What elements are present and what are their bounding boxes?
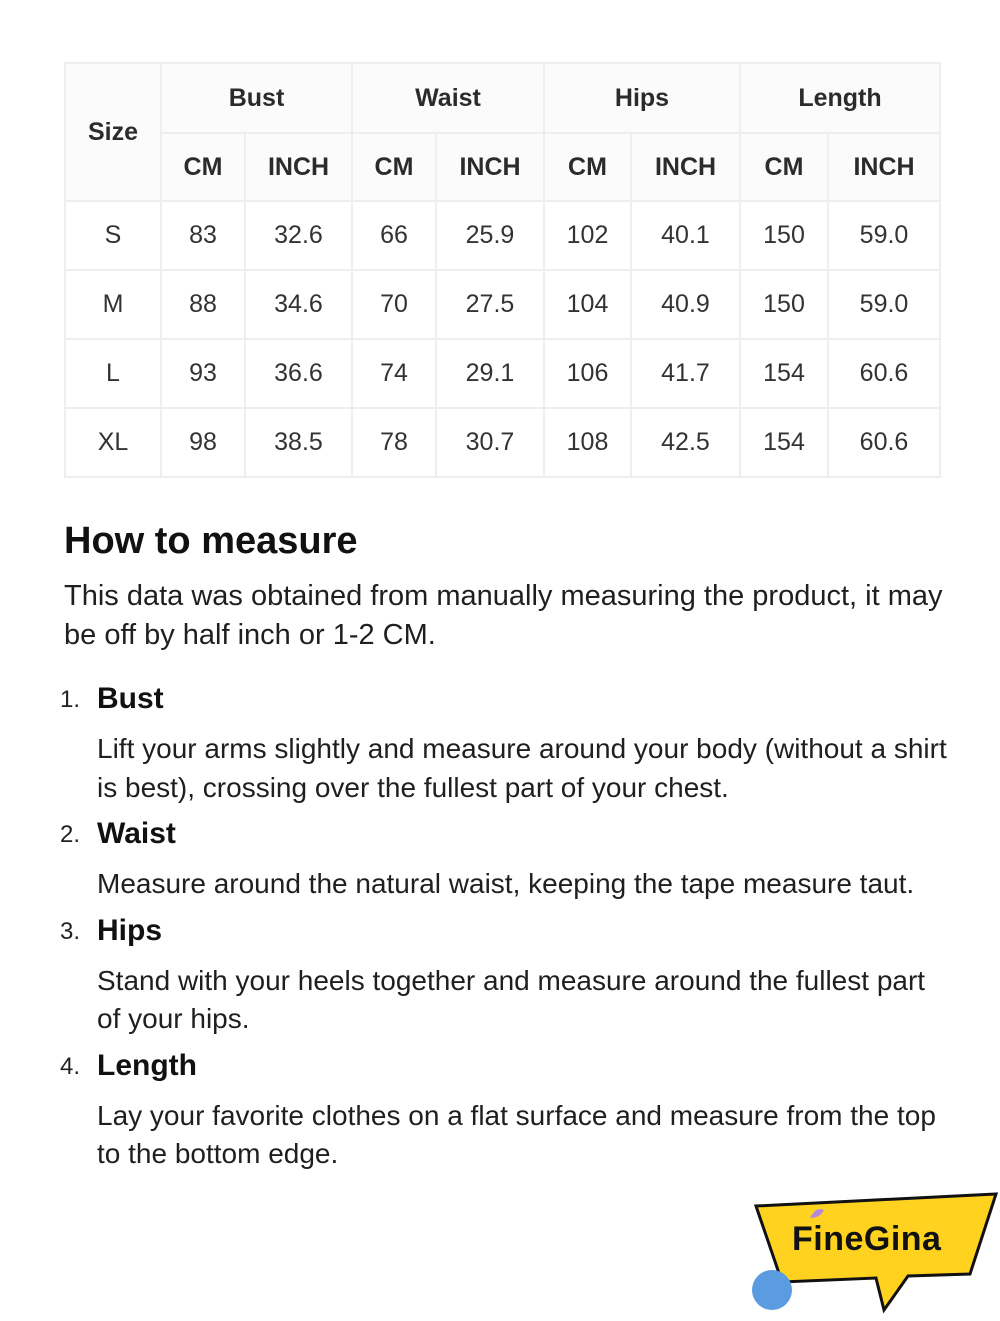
table-row xyxy=(65,201,940,270)
unit-cm-header: CM xyxy=(544,133,631,201)
unit-cm-header: CM xyxy=(352,133,436,201)
measurement-cell: 27.5 xyxy=(436,270,544,339)
measurement-cell: 102 xyxy=(544,201,631,270)
measurement-cell: 59.0 xyxy=(828,270,940,339)
measurement-cell: 154 xyxy=(740,408,828,477)
measurement-cell: 38.5 xyxy=(245,408,352,477)
table-row xyxy=(65,339,940,408)
size-cell: L xyxy=(65,339,161,408)
measurement-cell: 106 xyxy=(544,339,631,408)
waist-header: Waist xyxy=(352,63,544,133)
step-name: Bust xyxy=(97,682,164,715)
unit-inch-header: INCH xyxy=(245,133,352,201)
measurement-cell: 60.6 xyxy=(828,408,940,477)
measurement-cell: 154 xyxy=(740,339,828,408)
table-row xyxy=(65,270,940,339)
measurement-cell: 108 xyxy=(544,408,631,477)
measurement-cell: 36.6 xyxy=(245,339,352,408)
measurement-cell: 30.7 xyxy=(436,408,544,477)
measurement-cell: 60.6 xyxy=(828,339,940,408)
measure-intro: This data was obtained from manually measuring the product, it may be off by half inch or 1-2 CM. xyxy=(64,580,943,651)
unit-inch-header: INCH xyxy=(828,133,940,201)
measurement-cell: 70 xyxy=(352,270,436,339)
measurement-cell: 29.1 xyxy=(436,339,544,408)
unit-cm-header: CM xyxy=(161,133,245,201)
measurement-cell: 150 xyxy=(740,201,828,270)
step-name: Length xyxy=(97,1048,197,1082)
measurement-cell: 74 xyxy=(352,339,436,408)
measurement-cell: 104 xyxy=(544,270,631,339)
measurement-cell: 98 xyxy=(161,408,245,477)
step-bust xyxy=(60,680,950,807)
unit-inch-header: INCH xyxy=(436,133,544,201)
step-name: Hips xyxy=(97,913,163,947)
measurement-cell: 34.6 xyxy=(245,270,352,339)
table-body xyxy=(65,201,940,477)
measurement-cell: 32.6 xyxy=(245,201,352,270)
measurement-cell: 59.0 xyxy=(828,201,940,270)
measurement-cell: 88 xyxy=(161,270,245,339)
measurement-cell: 41.7 xyxy=(631,339,740,408)
step-length xyxy=(60,1047,950,1174)
step-number: 3. xyxy=(60,917,81,945)
measurement-cell: 150 xyxy=(740,270,828,339)
table-row xyxy=(65,408,940,477)
unit-cm-header: CM xyxy=(740,133,828,201)
step-description: Stand with your heels together and measure around the fullest part of your hips. xyxy=(97,964,926,1034)
measurement-cell: 93 xyxy=(161,339,245,408)
size-chart-table xyxy=(64,62,941,478)
measurement-cell: 40.9 xyxy=(631,270,740,339)
measure-steps xyxy=(60,680,950,1182)
bust-header: Bust xyxy=(161,63,352,133)
length-header: Length xyxy=(740,63,940,133)
measurement-cell: 66 xyxy=(352,201,436,270)
table-header xyxy=(65,63,940,201)
step-number: 4. xyxy=(60,1052,81,1080)
step-description: Lay your favorite clothes on a flat surface and measure from the top to the bottom edge. xyxy=(97,1099,936,1169)
measurement-cell: 25.9 xyxy=(436,201,544,270)
step-hips xyxy=(60,912,950,1039)
size-cell: S xyxy=(65,201,161,270)
unit-inch-header: INCH xyxy=(631,133,740,201)
step-description: Measure around the natural waist, keeping the tape measure taut. xyxy=(97,868,915,899)
step-number: 2. xyxy=(60,821,81,848)
step-name: Waist xyxy=(97,817,176,850)
measurement-cell: 78 xyxy=(352,408,436,477)
step-number: 1. xyxy=(60,686,81,713)
brand-name: FineGina xyxy=(792,1220,942,1258)
step-waist xyxy=(60,815,950,904)
measurement-cell: 40.1 xyxy=(631,201,740,270)
step-description: Lift your arms slightly and measure around your body (without a shirt is best), crossing over the fullest part of your chest. xyxy=(97,733,947,803)
size-cell: M xyxy=(65,270,161,339)
measurement-cell: 42.5 xyxy=(631,408,740,477)
measure-title: How to measure xyxy=(64,520,358,562)
size-cell: XL xyxy=(65,408,161,477)
brand-logo xyxy=(748,1192,1000,1321)
hips-header: Hips xyxy=(544,63,740,133)
size-header: Size xyxy=(65,63,161,201)
measurement-cell: 83 xyxy=(161,201,245,270)
